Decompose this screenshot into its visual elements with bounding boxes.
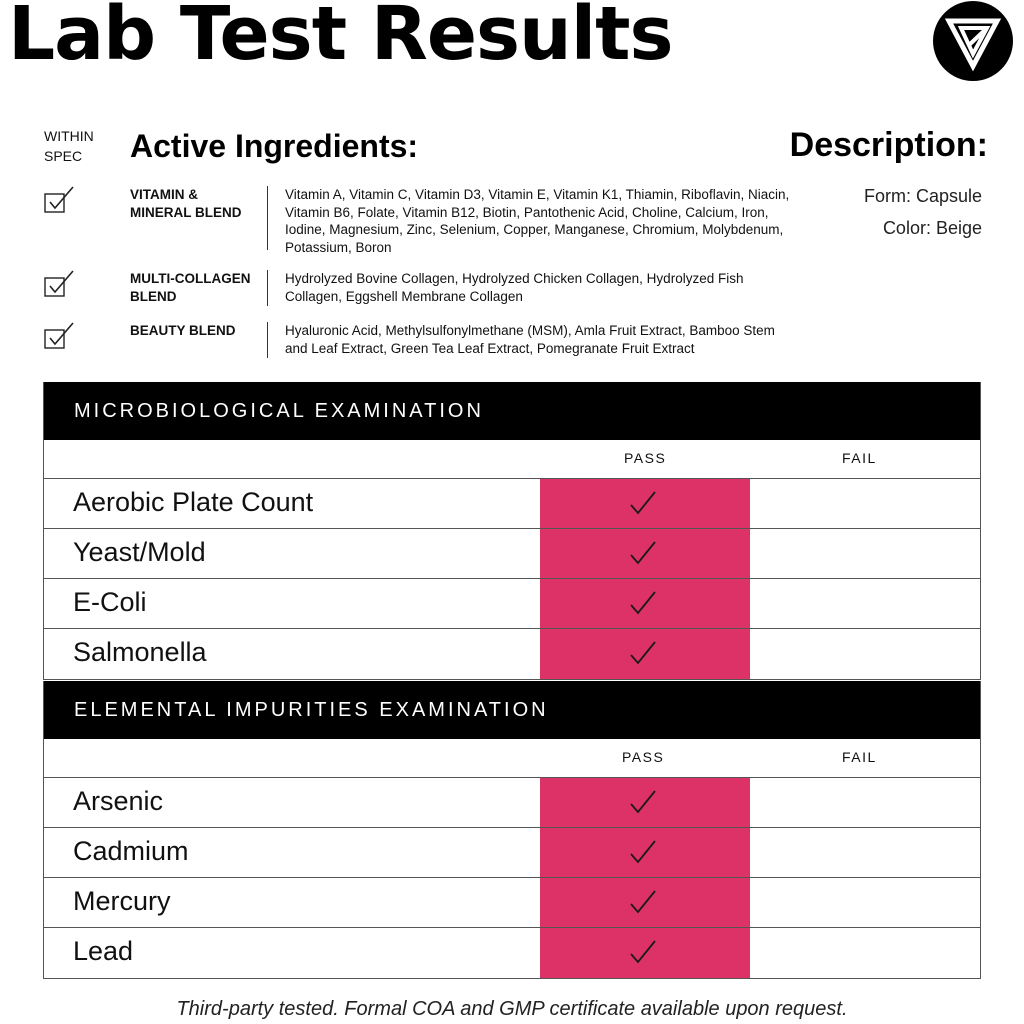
v-chevron-logo-icon [932, 0, 1014, 82]
checkmark-icon [628, 788, 658, 816]
fail-column-header: FAIL [842, 749, 877, 765]
pass-column-header: PASS [622, 749, 665, 765]
checkmark-icon [628, 539, 658, 567]
test-name: Yeast/Mold [73, 537, 206, 567]
pass-cell [540, 778, 750, 827]
test-name: Cadmium [73, 836, 189, 866]
blend-name: MULTI-COLLAGEN BLEND [130, 271, 251, 304]
checkbox-checked-icon [44, 186, 74, 214]
test-name: Mercury [73, 886, 171, 916]
test-name: Aerobic Plate Count [73, 487, 314, 517]
section-heading: ELEMENTAL IMPURITIES EXAMINATION [44, 681, 980, 739]
test-name: Arsenic [73, 786, 164, 816]
table-row [44, 479, 980, 529]
checkbox-checked-icon [44, 270, 74, 298]
blend-row [44, 186, 804, 258]
description-heading: Description: [789, 126, 988, 164]
blend-row [44, 270, 804, 310]
description-color: Color: Beige [882, 218, 982, 238]
page-title: Lab Test Results [8, 0, 673, 77]
blend-ingredients: Hyaluronic Acid, Methylsulfonylmethane (MSM), Amla Fruit Extract, Bamboo Stem and Leaf Extract, Green Tea Leaf Extract, Pomegranate Fruit Extract [285, 323, 775, 356]
checkmark-icon [628, 838, 658, 866]
table-row [44, 529, 980, 579]
checkmark-icon [628, 639, 658, 667]
table-row [44, 828, 980, 878]
blend-name: VITAMIN & MINERAL BLEND [130, 187, 242, 220]
table-row [44, 778, 980, 828]
description-form: Form: Capsule [863, 186, 982, 206]
pass-cell [540, 479, 750, 528]
table-row [44, 579, 980, 629]
blend-ingredients: Vitamin A, Vitamin C, Vitamin D3, Vitamin E, Vitamin K1, Thiamin, Riboflavin, Niacin, Vitamin B6, Folate, Vitamin B12, Biotin, Pantothenic Acid, Choline, Calcium, Iron, Iodine, Magnesium, Zinc, Selenium, Copper, Manganese, Chromium, Molybdenum, Potassium, Boron [285, 187, 790, 255]
section-heading: MICROBIOLOGICAL EXAMINATION [44, 382, 980, 440]
elemental-section [43, 681, 981, 979]
blend-ingredients: Hydrolyzed Bovine Collagen, Hydrolyzed Chicken Collagen, Hydrolyzed Fish Collagen, Eggshell Membrane Collagen [285, 271, 744, 304]
blend-name: BEAUTY BLEND [130, 323, 236, 338]
active-ingredients-heading: Active Ingredients: [130, 128, 419, 164]
pass-cell [540, 828, 750, 877]
pass-cell [540, 629, 750, 679]
test-name: E-Coli [73, 587, 147, 617]
column-headers [44, 739, 980, 778]
table-row [44, 629, 980, 679]
pass-cell [540, 529, 750, 578]
divider [267, 322, 268, 358]
pass-cell [540, 878, 750, 927]
fail-column-header: FAIL [842, 450, 877, 466]
pass-cell [540, 579, 750, 628]
pass-column-header: PASS [624, 450, 667, 466]
divider [267, 186, 268, 250]
within-spec-label: WITHIN SPEC [44, 128, 94, 164]
checkbox-checked-icon [44, 322, 74, 350]
pass-cell [540, 928, 750, 978]
footer-note: Third-party tested. Formal COA and GMP certificate available upon request. [176, 998, 848, 1020]
table-row [44, 928, 980, 978]
blend-row [44, 322, 804, 362]
checkmark-icon [628, 589, 658, 617]
table-row [44, 878, 980, 928]
column-headers [44, 440, 980, 479]
microbiological-section [43, 382, 981, 680]
checkmark-icon [628, 489, 658, 517]
checkmark-icon [628, 938, 658, 966]
test-name: Salmonella [73, 637, 207, 667]
divider [267, 270, 268, 306]
test-name: Lead [73, 936, 134, 966]
checkmark-icon [628, 888, 658, 916]
